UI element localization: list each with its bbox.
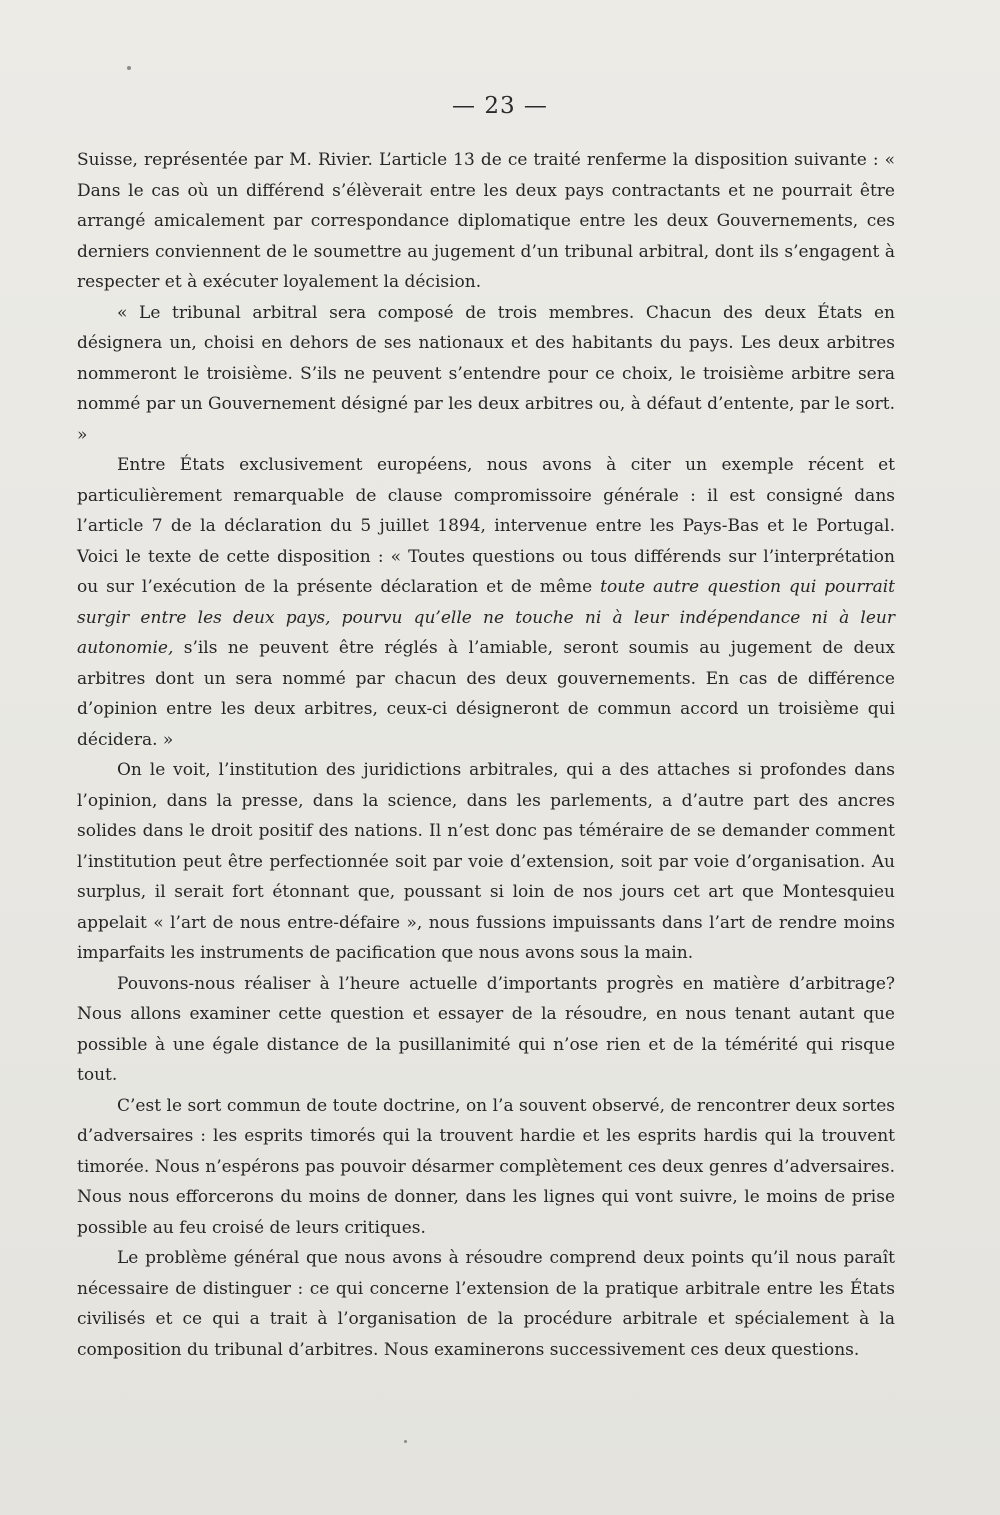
page-number: — 23 — (452, 93, 548, 119)
paragraph (77, 1091, 895, 1244)
paragraph (77, 1243, 895, 1365)
ink-speck (127, 66, 131, 70)
paragraph (77, 755, 895, 969)
paragraph (77, 450, 895, 755)
ink-speck (404, 1440, 407, 1443)
paragraph-text: Le problème général que nous avons à résoudre comprend deux points qu’il nous paraît nécessaire de distinguer : ce qui concerne l’extension de la pratique arbitrale entre les États civilisés et ce qui a trait à l’organisation de la procédure arbitrale et spécialement à la composition du tribunal d’arbitres. Nous examinerons successivement ces deux questions. (77, 1248, 895, 1360)
paragraph (77, 298, 895, 451)
paragraph-text: C’est le sort commun de toute doctrine, on l’a souvent observé, de rencontrer deux sortes d’adversaires : les esprits timorés qui la trouvent hardie et les esprits hardis qui la trouvent timorée. Nous n’espérons pas pouvoir désarmer complètement ces deux genres d’adversaires. Nous nous efforcerons du moins de donner, dans les lignes qui vont suivre, le moins de prise possible au feu croisé de leurs critiques. (77, 1095, 895, 1238)
paragraph-text: s’ils ne peuvent être réglés à l’amiable, seront soumis au jugement de deux arbitres dont un sera nommé par chacun des deux gouvernements. En cas de différence d’opinion entre les deux arbitres, ceux-ci désigneront de commun accord un troisième qui décidera. » (77, 638, 895, 750)
paragraph-text: Suisse, représentée par M. Rivier. L’article 13 de ce traité renferme la disposition suivante : « Dans le cas où un différend s’élèverait entre les deux pays contractants et ne pourrait être arrangé amicalement par correspondance diplomatique entre les deux Gouvernements, ces derniers conviennent de le soumettre au jugement d’un tribunal arbitral, dont ils s’engagent à respecter et à exécuter loyalement la décision. (77, 150, 895, 292)
italic-quote: toute autre question qui pourrait surgir entre les deux pays, pourvu qu’elle ne touche ni à leur indépendance ni à leur autonomie, (77, 577, 895, 658)
paragraph-text: « Le tribunal arbitral sera composé de trois membres. Chacun des deux États en désignera un, choisi en dehors de ses nationaux et des habitants du pays. Les deux arbitres nommeront le troisième. S’ils ne peuvent s’entendre pour ce choix, le troisième arbitre sera nommé par un Gouvernement désigné par les deux arbitres ou, à défaut d’entente, par le sort. » (77, 302, 895, 445)
paragraph-text: On le voit, l’institution des juridictions arbitrales, qui a des attaches si profondes dans l’opinion, dans la presse, dans la science, dans les parlements, a d’autre part des ancres solides dans le droit positif des nations. Il n’est donc pas téméraire de se demander comment l’institution peut être perfectionnée soit par voie d’extension, soit par voie d’organisation. Au surplus, il serait fort étonnant que, poussant si loin de nos jours cet art que Montesquieu appelait « l’art de nous entre-défaire », nous fussions impuissants dans l’art de rendre moins imparfaits les instruments de pacification que nous avons sous la main. (77, 760, 895, 963)
paragraph (77, 145, 895, 298)
body-text (77, 145, 895, 1365)
paragraph-text: Entre États exclusivement européens, nous avons à citer un exemple récent et particulièrement remarquable de clause compromissoire générale : il est consigné dans l’article 7 de la déclaration du 5 juillet 1894, intervenue entre les Pays-Bas et le Portugal. Voici le texte de cette disposition : « Toutes questions ou tous différends sur l’interprétation ou sur l’exécution de la présente déclaration et de même (77, 455, 895, 597)
paragraph (77, 969, 895, 1091)
paragraph-text: Pouvons-nous réaliser à l’heure actuelle d’importants progrès en matière d’arbitrage? Nous allons examiner cette question et essayer de la résoudre, en nous tenant autant que possible à une égale distance de la pusillanimité qui n’ose rien et de la témérité qui risque tout. (77, 973, 895, 1085)
